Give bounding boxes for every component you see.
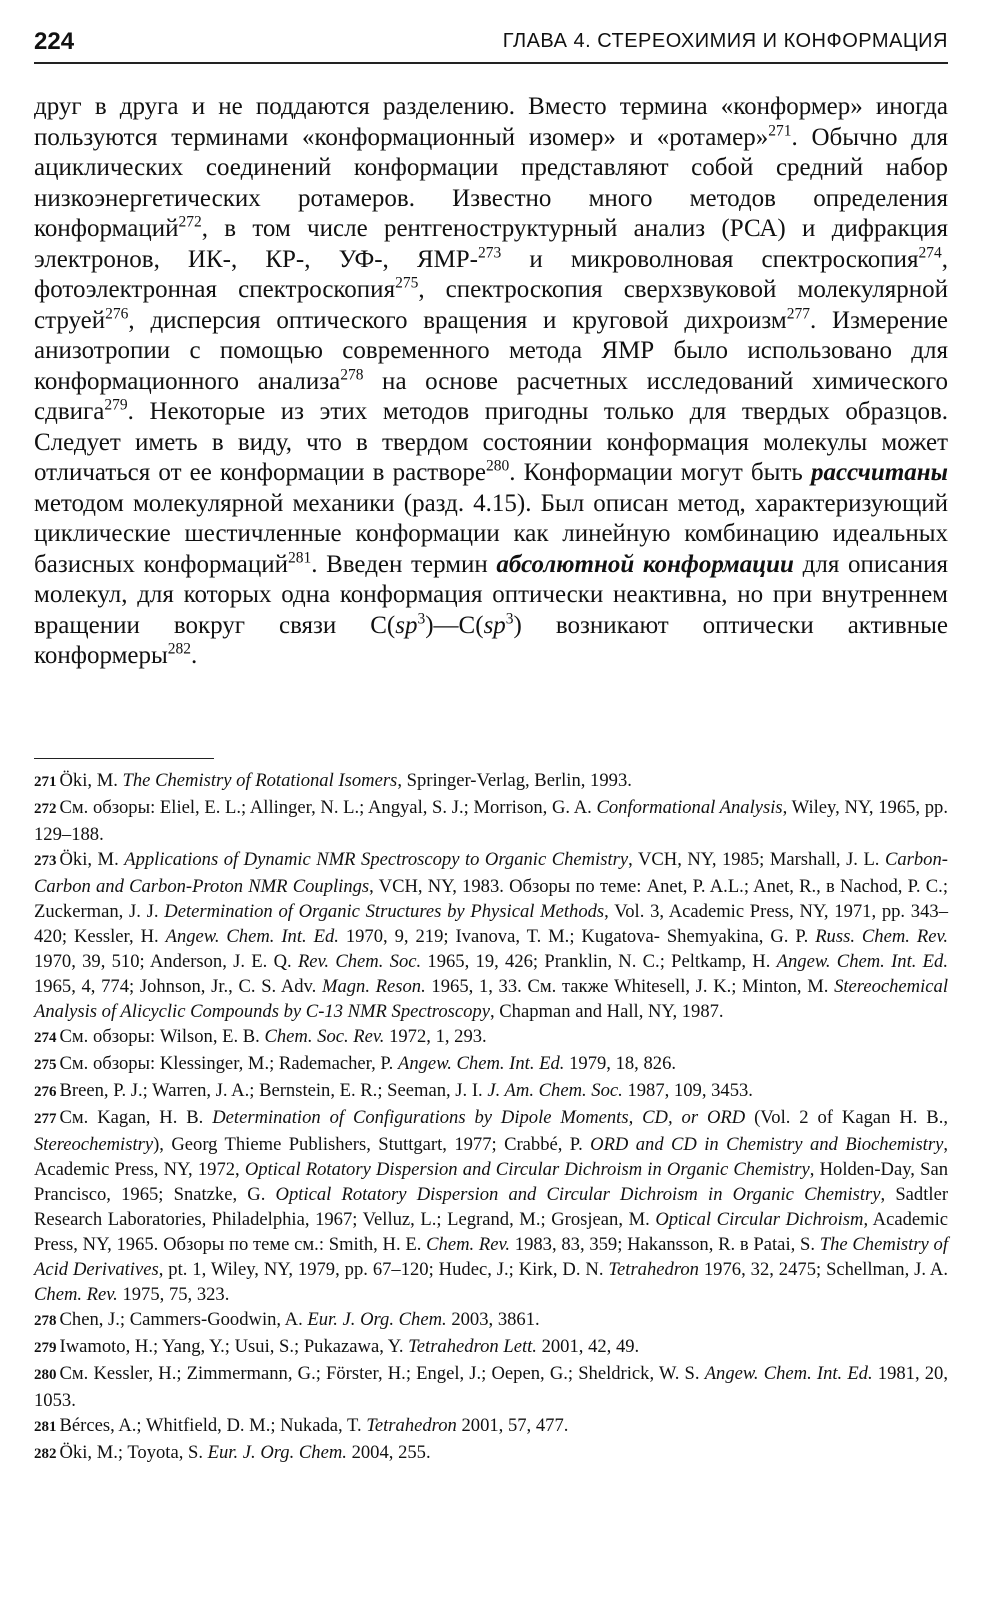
text-run: , Academic Press, NY, 1965. Обзоры по теме см.: Smith, H. E. bbox=[34, 1209, 948, 1255]
text-run: 1965, 4, 774; Johnson, Jr., C. S. Adv. bbox=[34, 976, 322, 997]
text-run: См. обзоры: Eliel, E. L.; Allinger, N. L.; Angyal, S. J.; Morrison, G. A. bbox=[59, 797, 597, 818]
text-run: 2003, 3861. bbox=[446, 1309, 540, 1330]
text-run: 1975, 75, 323. bbox=[117, 1284, 230, 1305]
text-run: . Введен термин bbox=[311, 550, 497, 578]
italic-text: Chem. Soc. Rev. bbox=[264, 1026, 385, 1047]
footnote-number: 276 bbox=[34, 1084, 57, 1100]
footnote-ref: 276 bbox=[105, 305, 129, 323]
italic-text: Applications of Dynamic NMR Spectroscopy to Organic Chemistry bbox=[124, 849, 629, 870]
text-run: , Wiley, NY, 1965, pp. 129–188. bbox=[34, 797, 948, 845]
text-run: 2004, 255. bbox=[346, 1442, 431, 1463]
footnote-number: 275 bbox=[34, 1057, 57, 1073]
text-run: и микроволновая спектроскопия bbox=[501, 245, 919, 273]
footnote-ref: 281 bbox=[287, 549, 312, 567]
footnote-ref: 278 bbox=[340, 366, 364, 384]
italic-text: The Chemistry of Acid Derivatives bbox=[34, 1234, 949, 1280]
text-run: 2001, 42, 49. bbox=[536, 1336, 640, 1357]
italic-text: Angew. Chem. Int. Ed. bbox=[397, 1053, 565, 1074]
text-run: , Academic Press, NY, 1972, bbox=[34, 1134, 948, 1180]
text-run: , Chapman and Hall, NY, 1987. bbox=[489, 1001, 724, 1022]
text-run: 1981, 20, 1053. bbox=[34, 1363, 948, 1411]
footnotes bbox=[34, 768, 948, 1467]
italic-text: Eur. J. Org. Chem. bbox=[307, 1309, 447, 1330]
text-run: См. обзоры: Klessinger, M.; Rademacher, P. bbox=[59, 1053, 398, 1074]
footnote-number: 271 bbox=[34, 774, 57, 790]
italic-text: Angew. Chem. Int. Ed. bbox=[704, 1363, 873, 1384]
footnote-276 bbox=[34, 1078, 948, 1105]
italic-text: Stereochemistry bbox=[34, 1134, 154, 1155]
text-run: Öki, M. bbox=[59, 849, 125, 870]
text-run: . Измерение анизотропии с помощью современного метода ЯМР было использовано для конформационного анализа bbox=[34, 306, 948, 395]
footnote-number: 279 bbox=[34, 1340, 57, 1356]
text-run: 1970, 39, 510; Anderson, J. E. Q. bbox=[34, 951, 298, 972]
italic-text: Tetrahedron bbox=[608, 1259, 699, 1280]
text-run: . Некоторые из этих методов пригодны только для твердых образцов. Следует иметь в виду, что в твердом состоянии конформация молекулы может отличаться от ее конформации в растворе bbox=[34, 398, 948, 486]
text-run: 1965, 19, 426; Pranklin, N. C.; Peltkamp, H. bbox=[421, 951, 777, 972]
italic-text: sp bbox=[395, 611, 418, 639]
italic-text: Chem. Rev. bbox=[426, 1234, 511, 1255]
italic-text: Conformational Analysis bbox=[596, 797, 783, 818]
text-run: 1965, 1, 33. См. также Whitesell, J. K.; Minton, M. bbox=[425, 976, 835, 997]
footnote-ref: 279 bbox=[104, 396, 128, 414]
footnote-ref: 277 bbox=[786, 305, 811, 323]
italic-text: Optical Rotatory Dispersion and Circular Dichroism in Organic Chemistry bbox=[275, 1184, 881, 1205]
text-run: ) возникают оптически активные конформеры bbox=[34, 611, 948, 669]
text-run: Iwamoto, H.; Yang, Y.; Usui, S.; Pukazawa, Y. bbox=[59, 1336, 409, 1357]
page-header bbox=[34, 28, 948, 64]
emphasized-term: рассчитаны bbox=[810, 459, 948, 486]
running-head: ГЛАВА 4. СТЕРЕОХИМИЯ И КОНФОРМАЦИЯ bbox=[502, 30, 948, 52]
text-run: Chen, J.; Cammers-Goodwin, A. bbox=[59, 1309, 308, 1330]
text-run: для описания молекул, для которых одна конформация оптически неактивна, но при внутреннем вращении вокруг связи C( bbox=[34, 550, 948, 639]
footnote-number: 273 bbox=[34, 853, 57, 869]
emphasized-term: абсолютной конформации bbox=[496, 550, 794, 578]
text-run: 1972, 1, 293. bbox=[384, 1026, 487, 1047]
text-run: 1976, 32, 2475; Schellman, J. A. bbox=[698, 1259, 948, 1280]
footnote-number: 274 bbox=[34, 1030, 57, 1046]
body-paragraph bbox=[34, 92, 948, 672]
italic-text: Carbon-Carbon and Carbon-Proton NMR Couplings bbox=[34, 849, 948, 897]
text-run: , Holden-Day, San Prancisco, 1965; Snatzke, G. bbox=[34, 1159, 948, 1205]
text-run: на основе расчетных исследований химического сдвига bbox=[34, 367, 948, 425]
text-run: См. обзоры: Wilson, E. B. bbox=[59, 1026, 265, 1047]
italic-text: Optical Rotatory Dispersion and Circular Dichroism in Organic Chemistry bbox=[244, 1159, 810, 1180]
footnote-number: 282 bbox=[34, 1446, 57, 1462]
text-run: . bbox=[191, 642, 198, 669]
text-run: , Sadtler Research Laboratories, Philadelphia, 1967; Velluz, L.; Legrand, M.; Grosjean, M. bbox=[34, 1184, 949, 1230]
italic-text: Angew. Chem. Int. Ed. bbox=[776, 951, 948, 972]
italic-text: Tetrahedron Lett. bbox=[408, 1336, 537, 1357]
text-run: , в том числе рентгеноструктурный анализ (РСА) и дифракция электронов, ИК-, КР-, УФ-, ЯМР- bbox=[34, 215, 948, 273]
italic-text: Optical Circular Dichroism bbox=[655, 1209, 864, 1230]
footnote-ref: 282 bbox=[167, 640, 192, 658]
footnote-275 bbox=[34, 1051, 948, 1078]
footnote-number: 272 bbox=[34, 801, 57, 817]
footnote-ref: 3 bbox=[505, 610, 514, 628]
footnote-278 bbox=[34, 1307, 948, 1334]
text-run: , VCH, NY, 1983. Обзоры по теме: Anet, P. A.L.; Anet, R., в Nachod, P. C.; Zuckerman, J. J. bbox=[34, 876, 948, 922]
footnote-279 bbox=[34, 1334, 948, 1361]
footnote-ref: 3 bbox=[417, 610, 426, 628]
footnote-277 bbox=[34, 1105, 948, 1307]
italic-text: J. Am. Chem. Soc. bbox=[487, 1080, 623, 1101]
text-run: , фотоэлектронная спектроскопия bbox=[34, 245, 948, 303]
italic-text: sp bbox=[483, 611, 506, 639]
footnote-number: 278 bbox=[34, 1313, 57, 1329]
text-run: Öki, M. bbox=[59, 770, 123, 791]
footnote-divider bbox=[34, 758, 214, 759]
text-run: . Обычно для ациклических соединений конформации представляют собой средний набор низкоэнергетических ротамеров. Известно много методов определения конформаций bbox=[34, 123, 948, 242]
text-run: 1970, 9, 219; Ivanova, T. M.; Kugatova- Shemyakina, G. P. bbox=[338, 926, 816, 947]
italic-text: Angew. Chem. Int. Ed. bbox=[165, 926, 339, 947]
italic-text: Rev. Chem. Soc. bbox=[297, 951, 422, 972]
italic-text: Magn. Reson. bbox=[321, 976, 426, 997]
footnote-282 bbox=[34, 1440, 948, 1467]
italic-text: Chem. Rev. bbox=[34, 1284, 118, 1305]
footnote-272 bbox=[34, 795, 948, 847]
italic-text: Determination of Configurations by Dipole Moments, CD, or ORD bbox=[212, 1107, 746, 1128]
text-run: Öki, M.; Toyota, S. bbox=[59, 1442, 208, 1463]
italic-text: ORD and CD in Chemistry and Biochemistry bbox=[590, 1134, 944, 1155]
italic-text: The Chemistry of Rotational Isomers bbox=[122, 770, 398, 791]
page-number: 224 bbox=[34, 28, 75, 55]
footnote-271 bbox=[34, 768, 948, 795]
footnote-274 bbox=[34, 1024, 948, 1051]
text-run: 2001, 57, 477. bbox=[456, 1415, 569, 1436]
text-run: Breen, P. J.; Warren, J. A.; Bernstein, E. R.; Seeman, J. I. bbox=[59, 1080, 488, 1101]
footnote-ref: 272 bbox=[178, 213, 202, 231]
text-run: друг в друга и не поддаются разделению. Вместо термина «конформер» иногда пользуются терминами «конформационный изомер» и «ротамер» bbox=[34, 93, 948, 151]
footnote-281 bbox=[34, 1413, 948, 1440]
text-run: См. Kagan, H. B. bbox=[59, 1107, 213, 1128]
footnote-280 bbox=[34, 1361, 948, 1413]
italic-text: Determination of Organic Structures by Physical Methods bbox=[164, 901, 605, 922]
footnote-ref: 280 bbox=[485, 457, 510, 475]
text-run: (Vol. 2 of Kagan H. B., bbox=[745, 1107, 948, 1128]
text-run: 1983, 83, 359; Hakansson, R. в Patai, S. bbox=[510, 1234, 820, 1255]
text-run: , Springer-Verlag, Berlin, 1993. bbox=[397, 770, 632, 791]
footnote-number: 280 bbox=[34, 1367, 57, 1383]
footnote-ref: 274 bbox=[918, 244, 942, 262]
footnote-273 bbox=[34, 847, 948, 1024]
italic-text: Russ. Chem. Rev. bbox=[815, 926, 948, 947]
footnote-number: 277 bbox=[34, 1111, 57, 1127]
italic-text: Eur. J. Org. Chem. bbox=[207, 1442, 347, 1463]
italic-text: Stereochemical Analysis of Alicyclic Compounds by C-13 NMR Spectroscopy bbox=[34, 976, 948, 1022]
text-run: , спектроскопия сверхзвуковой молекулярной струей bbox=[34, 276, 948, 334]
text-run: , Vol. 3, Academic Press, NY, 1971, pp. 343–420; Kessler, H. bbox=[34, 901, 948, 947]
text-run: методом молекулярной механики (разд. 4.15). Был описан метод, характеризующий циклические шестичленные конформации как линейную комбинацию идеальных базисных конформаций bbox=[34, 489, 948, 578]
footnote-ref: 273 bbox=[478, 244, 502, 262]
text-run: Bérces, A.; Whitfield, D. M.; Nukada, T. bbox=[59, 1415, 367, 1436]
text-run: , VCH, NY, 1985; Marshall, J. L. bbox=[628, 849, 885, 870]
text-run: , pt. 1, Wiley, NY, 1979, pp. 67–120; Hudec, J.; Kirk, D. N. bbox=[158, 1259, 609, 1280]
text-run: См. Kessler, H.; Zimmermann, G.; Förster, H.; Engel, J.; Oepen, G.; Sheldrick, W. S. bbox=[59, 1363, 705, 1384]
footnote-number: 281 bbox=[34, 1419, 57, 1435]
text-run: ), Georg Thieme Publishers, Stuttgart, 1977; Crabbé, P. bbox=[153, 1134, 591, 1155]
footnote-ref: 275 bbox=[395, 274, 419, 292]
text-run: . Конформации могут быть bbox=[509, 459, 811, 486]
text-run: 1987, 109, 3453. bbox=[622, 1080, 753, 1101]
text-run: 1979, 18, 826. bbox=[564, 1053, 677, 1074]
text-run: , дисперсия оптического вращения и круговой дихроизм bbox=[128, 306, 787, 334]
footnote-ref: 271 bbox=[768, 122, 792, 140]
text-run: )—C( bbox=[425, 611, 484, 639]
italic-text: Tetrahedron bbox=[366, 1415, 457, 1436]
